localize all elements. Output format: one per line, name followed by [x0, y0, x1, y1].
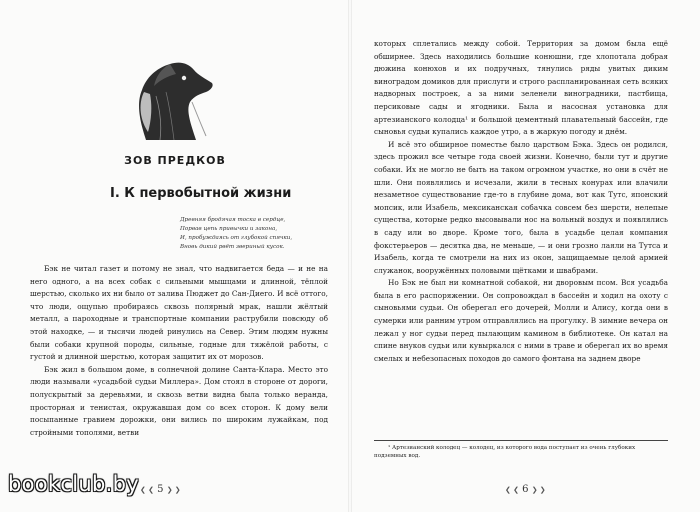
site-watermark: bookclub.by [8, 472, 139, 496]
paragraph: И всё это обширное поместье было царством Бэка. Здесь он родился, здесь прожил все четыре года своей жизни. Конечно, были тут и другие собаки. Их не могло не быть на таком огромном участке, но они в счёт не шли. Они появлялись и исчезали, жили в тесных конурах или влачили незаметное существование где-то в глубине дома, вот как Тутс, японский мопсик, или Изабель, мексиканская собачка совсем без шерсти, нелепые существа, которые редко высовывали нос на вольный воздух и появлялись в саду или во дворе. Кроме того, была в усадьбе целая компания фокстерьеров — десятка два, не меньше, — и они грозно лаяли на Тутса и Изабель, когда те смотрели на них из окон, защищаемые целой армией служанок, вооружённых половыми щётками и швабрами. [374, 139, 668, 275]
paragraph: Но Бэк не был ни комнатной собакой, ни дворовым псом. Вся усадьба была в его распоряжении. Он сопровождал в бассейн и ходил на охоту с сыновьями судьи. Он оберегал его дочерей, Молли и Алису, когда они в сумерки или ранним утром отправлялись на прогулку. В зимние вечера он лежал у ног судьи перед пылающим камином в библиотеке. Он катал на спине внуков судьи или кувыркался с ними в траве и оберегал их во время смелых и небезопасных походов до самого фонтана на заднем дворе [374, 278, 668, 363]
right-page-body [374, 38, 668, 365]
ornament-icon: ❯ ❯ [166, 486, 181, 494]
paragraph: Бэк не читал газет и потому не знал, что надвигается беда — и не на него одного, а на всех собак с сильными мышцами и длинной, тёплой шерстью, сколько их ни было от залива Пюджет до Сан-Диего. И всё оттого, что люди, ощупью пробираясь сквозь полярный мрак, нашли жёлтый металл, а пароходные и транспортные компании раструбили повсюду об этой находке, — и тысячи людей ринулись на Север. Этим людям нужны были собаки крупной породы, сильные, годные для тяжёлой работы, с густой и длинной шерстью, которая защитит их от морозов. [30, 264, 328, 362]
part-title: I. К первобытной жизни [110, 186, 292, 201]
book-gutter [348, 0, 352, 512]
page-number-left: ❮ ❮ 5 ❯ ❯ [140, 484, 181, 495]
page-number-right: ❮ ❮ 6 ❯ ❯ [505, 484, 546, 495]
ornament-icon: ❯ ❯ [531, 486, 546, 494]
epigraph-line: Порвав цепь привычки и закона, [180, 226, 278, 232]
epigraph-line: Вновь дикий рвёт звериный кусок. [180, 244, 285, 250]
epigraph-line: И, пробуждаясь от глубокой спячки, [180, 235, 293, 241]
left-page-body [30, 263, 328, 439]
paragraph: которых сплетались между собой. Территория за домом была ещё обширнее. Здесь находились большие конюшни, где хлопотала добрая дюжина конюхов и их подручных, тянулись ряды увитых диким виноградом домиков для прислуги и строго распланированная сеть всяких надворных построек, а за ними зеленели виноградники, пастбища, персиковые сады и ягодники. Была и насосная установка для артезианского колодца¹ и большой цементный плавательный бассейн, где сыновья судьи купались каждое утро, а в жаркую погоду и днём. [374, 39, 668, 137]
dog-head-illustration [126, 52, 216, 142]
paragraph: Бэк жил в большом доме, в солнечной долине Санта-Клара. Место это люди называли «усадьбой судьи Миллера». Дом стоял в стороне от дороги, полускрытый за деревьями, и сквозь ветви видна была только веранда, просторная и тенистая, окружавшая дом со всех сторон. К дому вели посыпанные гравием дорожки, они вились по широким лужайкам, под стройными тополями, ветви [30, 364, 328, 437]
epigraph [180, 216, 340, 252]
ornament-icon: ❮ ❮ [140, 486, 154, 494]
chapter-title: ЗОВ ПРЕДКОВ [124, 154, 226, 167]
epigraph-line: Древняя бродячая тоска в сердце, [180, 217, 286, 223]
ornament-icon: ❮ ❮ [505, 486, 519, 494]
footnote: ¹ Артезианский колодец — колодец, из которого вода поступает из очень глубоких подземных вод. [374, 440, 668, 460]
